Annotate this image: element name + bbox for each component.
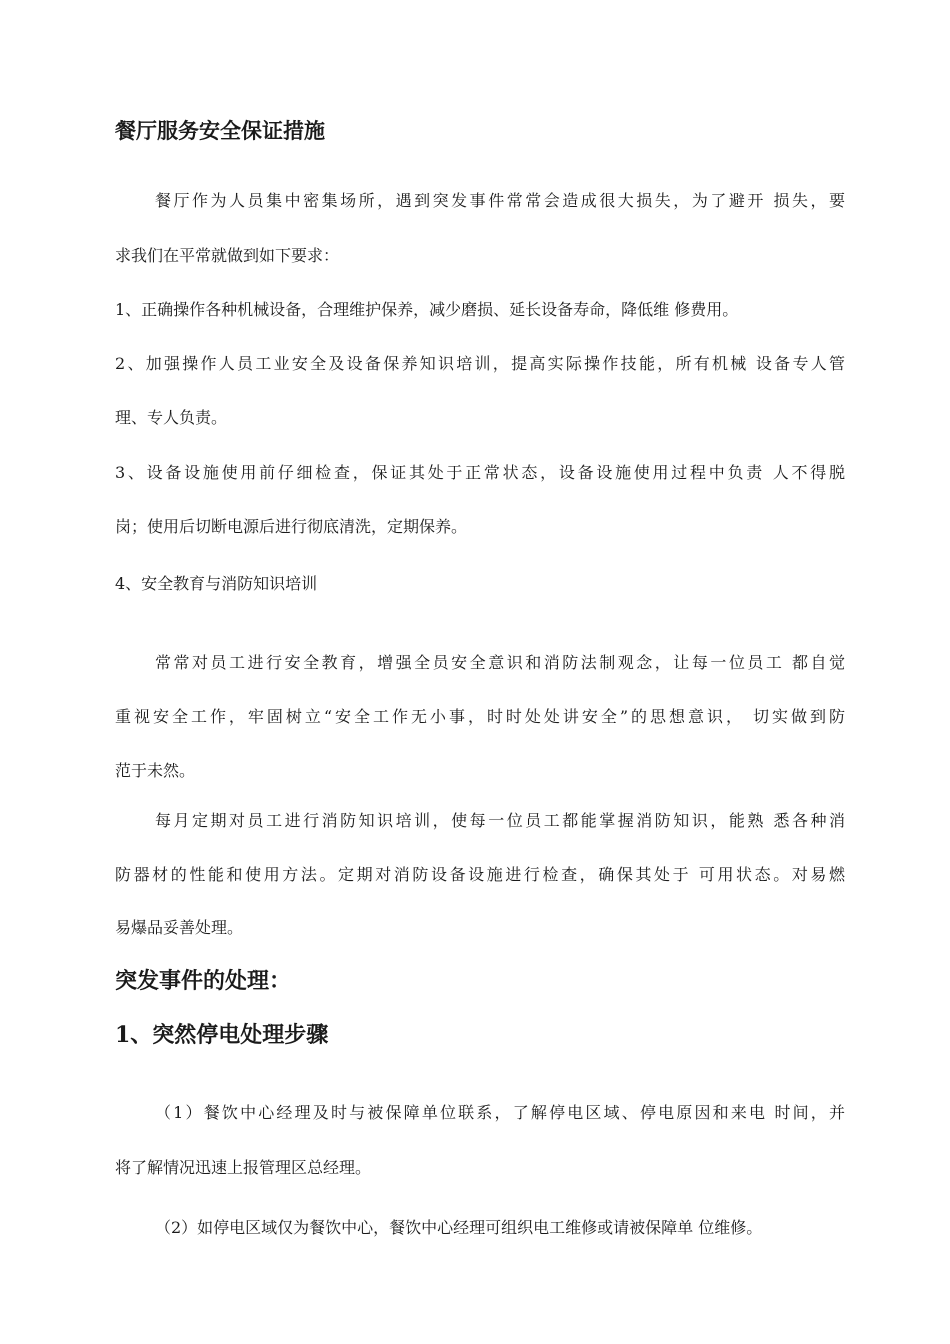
education-line-1: 常常对员工进行安全教育，增强全员安全意识和消防法制观念，让每一位员工 都自觉	[155, 653, 845, 672]
education-line-2: 重视安全工作，牢固树立“安全工作无小事，时时处处讲安全”的思想意识， 切实做到防	[115, 707, 845, 726]
section-heading: 突发事件的处理：	[115, 968, 292, 994]
step-1-line-1: （1）餐饮中心经理及时与被保障单位联系，了解停电区域、停电原因和来电 时间，并	[155, 1103, 845, 1122]
fire-training-line-3: 易爆品妥善处理。	[115, 918, 244, 937]
step-1-line-2: 将了解情况迅速上报管理区总经理。	[115, 1158, 372, 1177]
item-3-line-2: 岗；使用后切断电源后进行彻底清洗，定期保养。	[115, 517, 468, 536]
item-2-line-2: 理、专人负责。	[115, 408, 228, 427]
step-2: （2）如停电区域仅为餐饮中心，餐饮中心经理可组织电工维修或请被保障单 位维修。	[155, 1218, 763, 1237]
intro-line-2: 求我们在平常就做到如下要求：	[115, 246, 340, 265]
subsection-heading: 1、突然停电处理步骤	[115, 1022, 329, 1048]
fire-training-line-1: 每月定期对员工进行消防知识培训，使每一位员工都能掌握消防知识，能熟 悉各种消	[155, 811, 845, 830]
intro-line-1: 餐厅作为人员集中密集场所，遇到突发事件常常会造成很大损失，为了避开 损失，要	[155, 191, 845, 210]
item-2-line-1: 2、加强操作人员工业安全及设备保养知识培训，提高实际操作技能，所有机械 设备专人管	[115, 354, 845, 373]
item-1: 1、正确操作各种机械设备，合理维护保养，减少磨损、延长设备寿命，降低维 修费用。	[115, 300, 739, 319]
item-4: 4、安全教育与消防知识培训	[115, 574, 318, 593]
education-line-3: 范于未然。	[115, 761, 196, 780]
document-title: 餐厅服务安全保证措施	[115, 118, 325, 143]
item-3-line-1: 3、设备设施使用前仔细检查，保证其处于正常状态，设备设施使用过程中负责 人不得脱	[115, 463, 845, 482]
fire-training-line-2: 防器材的性能和使用方法。定期对消防设备设施进行检查，确保其处于 可用状态。对易燃	[115, 865, 845, 884]
